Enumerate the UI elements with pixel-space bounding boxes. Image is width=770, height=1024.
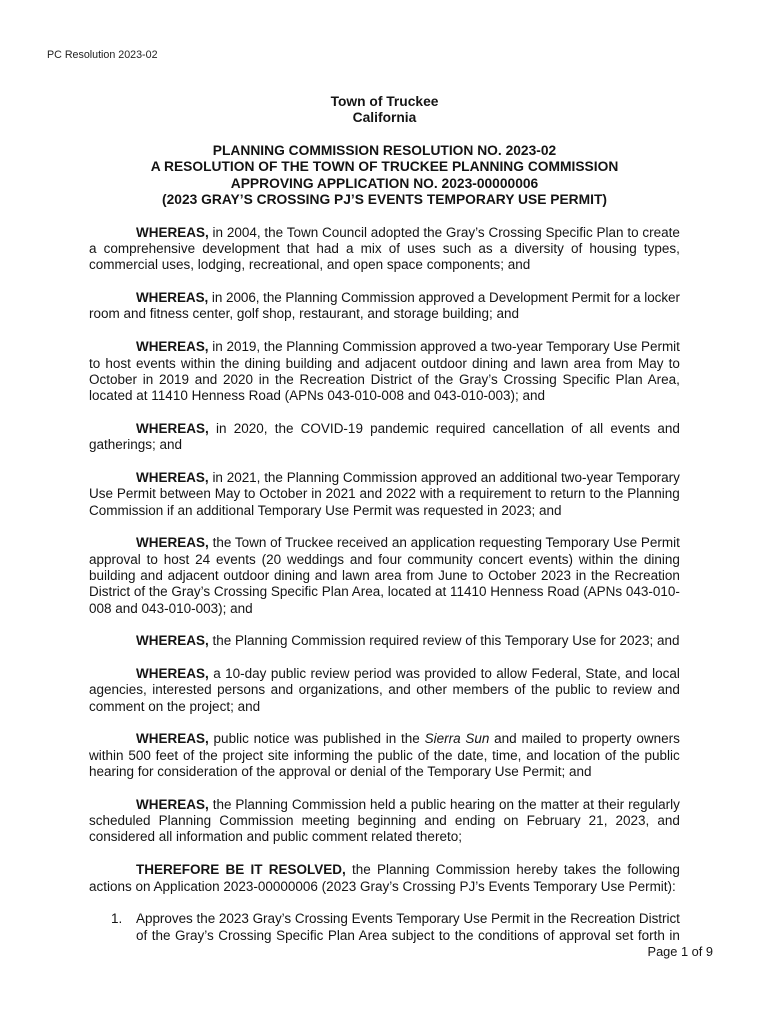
recital-line bbox=[136, 290, 680, 306]
recital-line bbox=[136, 666, 680, 682]
resolved-line: actions on Application 2023-00000006 (2023 Gray’s Crossing PJ’s Events Temporary Use Permit): bbox=[89, 878, 676, 894]
recital-text: in 2019, the Planning Commission approved a two-year Temporary Use Permit bbox=[212, 339, 680, 355]
whereas-label: WHEREAS, bbox=[136, 535, 209, 551]
action-item bbox=[111, 911, 680, 944]
recital-line: a comprehensive development that had a mix of uses such as a diversity of housing types, bbox=[89, 241, 680, 257]
recital-line bbox=[136, 470, 680, 486]
recital-text: and mailed to property owners bbox=[494, 731, 680, 747]
recital bbox=[89, 797, 680, 846]
recital-line: agencies, interested persons and organizations, and other members of the public to review and bbox=[89, 682, 680, 698]
whereas-label: WHEREAS, bbox=[136, 339, 209, 355]
recital-line: considered all information and public comment related thereto; bbox=[89, 829, 462, 845]
resolution-heading: APPROVING APPLICATION NO. 2023-00000006 bbox=[230, 175, 539, 191]
recital-line bbox=[136, 339, 680, 355]
whereas-label: WHEREAS, bbox=[136, 666, 209, 682]
recital bbox=[89, 633, 680, 649]
recital-line: within 500 feet of the project site informing the public of the date, time, and location of the public bbox=[89, 747, 680, 763]
recital-line: 008 and 043-010-003); and bbox=[89, 600, 253, 616]
recital-line: gatherings; and bbox=[89, 437, 183, 453]
resolution-number: PLANNING COMMISSION RESOLUTION NO. 2023-02 bbox=[212, 143, 557, 159]
recital-line bbox=[136, 731, 680, 747]
action-line: Approves the 2023 Gray’s Crossing Events Temporary Use Permit in the Recreation District bbox=[136, 911, 680, 927]
recital-line bbox=[136, 633, 680, 649]
title-block bbox=[89, 94, 680, 208]
running-head: PC Resolution 2023-02 bbox=[47, 49, 158, 61]
recital-text: in 2004, the Town Council adopted the Gray’s Crossing Specific Plan to create bbox=[212, 224, 680, 240]
recital bbox=[89, 339, 680, 404]
recital-line: building and adjacent outdoor dining and lawn area from June to October 2023 in the Recreation bbox=[89, 567, 680, 583]
recital bbox=[89, 666, 680, 715]
resolved-line bbox=[136, 862, 680, 878]
recital-line: October in 2019 and 2020 in the Recreation District of the Gray’s Crossing Specific Plan Area, bbox=[89, 371, 680, 387]
whereas-label: WHEREAS, bbox=[136, 731, 209, 747]
recital bbox=[89, 470, 680, 519]
recital bbox=[89, 290, 680, 323]
town-name: Town of Truckee bbox=[330, 94, 439, 109]
whereas-label: WHEREAS, bbox=[136, 633, 209, 649]
recital bbox=[89, 535, 680, 617]
recital-line: hearing for consideration of the approval or denial of the Temporary Use Permit; and bbox=[89, 764, 592, 780]
action-number: 1. bbox=[111, 911, 123, 927]
action-line: of the Gray’s Crossing Specific Plan Area subject to the conditions of approval set forth in bbox=[136, 927, 680, 943]
whereas-label: WHEREAS, bbox=[136, 290, 209, 306]
recital-text: the Town of Truckee received an application requesting Temporary Use Permit bbox=[212, 535, 680, 551]
resolved-text: the Planning Commission hereby takes the following bbox=[352, 862, 680, 878]
recital-line bbox=[136, 421, 680, 437]
recital bbox=[89, 731, 680, 780]
recital-line: Use Permit between May to October in 2021 and 2022 with a requirement to return to the Planning bbox=[89, 486, 680, 502]
whereas-label: WHEREAS, bbox=[136, 224, 209, 240]
recital-text: in 2020, the COVID-19 pandemic required cancellation of all events and bbox=[215, 420, 680, 436]
publication-name: Sierra Sun bbox=[424, 731, 490, 747]
recital-line: commercial uses, lodging, recreational, and open space components; and bbox=[89, 257, 531, 273]
recital bbox=[89, 421, 680, 454]
resolution-document bbox=[89, 94, 680, 944]
spacer bbox=[89, 127, 680, 143]
resolved-clause bbox=[89, 862, 680, 895]
recital-text: the Planning Commission held a public hearing on the matter at their regularly bbox=[212, 796, 680, 812]
whereas-label: WHEREAS, bbox=[136, 796, 209, 812]
state-name: California bbox=[352, 110, 417, 126]
recital-line bbox=[136, 797, 680, 813]
whereas-label: WHEREAS, bbox=[136, 469, 209, 485]
recital-line: room and fitness center, golf shop, restaurant, and storage building; and bbox=[89, 306, 520, 322]
recital-line: District of the Gray’s Crossing Specific Plan Area, located at 11410 Henness Road (APNs 043-010- bbox=[89, 584, 680, 600]
recital-text: in 2021, the Planning Commission approved an additional two-year Temporary bbox=[212, 469, 680, 485]
recital bbox=[89, 225, 680, 274]
resolution-heading: A RESOLUTION OF THE TOWN OF TRUCKEE PLANNING COMMISSION bbox=[150, 159, 619, 175]
recital-line: approval to host 24 events (20 weddings and four community concert events) within the dining bbox=[89, 551, 680, 567]
recital-line: scheduled Planning Commission meeting beginning and ending on February 21, 2023, and bbox=[89, 813, 680, 829]
resolved-label: THEREFORE BE IT RESOLVED, bbox=[136, 862, 346, 878]
recital-line bbox=[136, 225, 680, 241]
recital-line: Commission if an additional Temporary Use Permit was requested in 2023; and bbox=[89, 502, 562, 518]
recital-text: a 10-day public review period was provided to allow Federal, State, and local bbox=[213, 666, 680, 682]
recital-line bbox=[136, 535, 680, 551]
whereas-label: WHEREAS, bbox=[136, 420, 209, 436]
recital-line: comment on the project; and bbox=[89, 698, 261, 714]
recital-line: to host events within the dining building and adjacent outdoor dining and lawn area from May to bbox=[89, 355, 680, 371]
recital-text: in 2006, the Planning Commission approved a Development Permit for a locker bbox=[211, 290, 680, 306]
page-number: Page 1 of 9 bbox=[647, 944, 713, 959]
resolution-heading: (2023 GRAY’S CROSSING PJ’S EVENTS TEMPORARY USE PERMIT) bbox=[162, 192, 607, 208]
recital-text: the Planning Commission required review of this Temporary Use for 2023; and bbox=[212, 633, 680, 649]
recital-text: public notice was published in the bbox=[213, 731, 420, 747]
recital-line: located at 11410 Henness Road (APNs 043-010-008 and 043-010-003); and bbox=[89, 388, 546, 404]
